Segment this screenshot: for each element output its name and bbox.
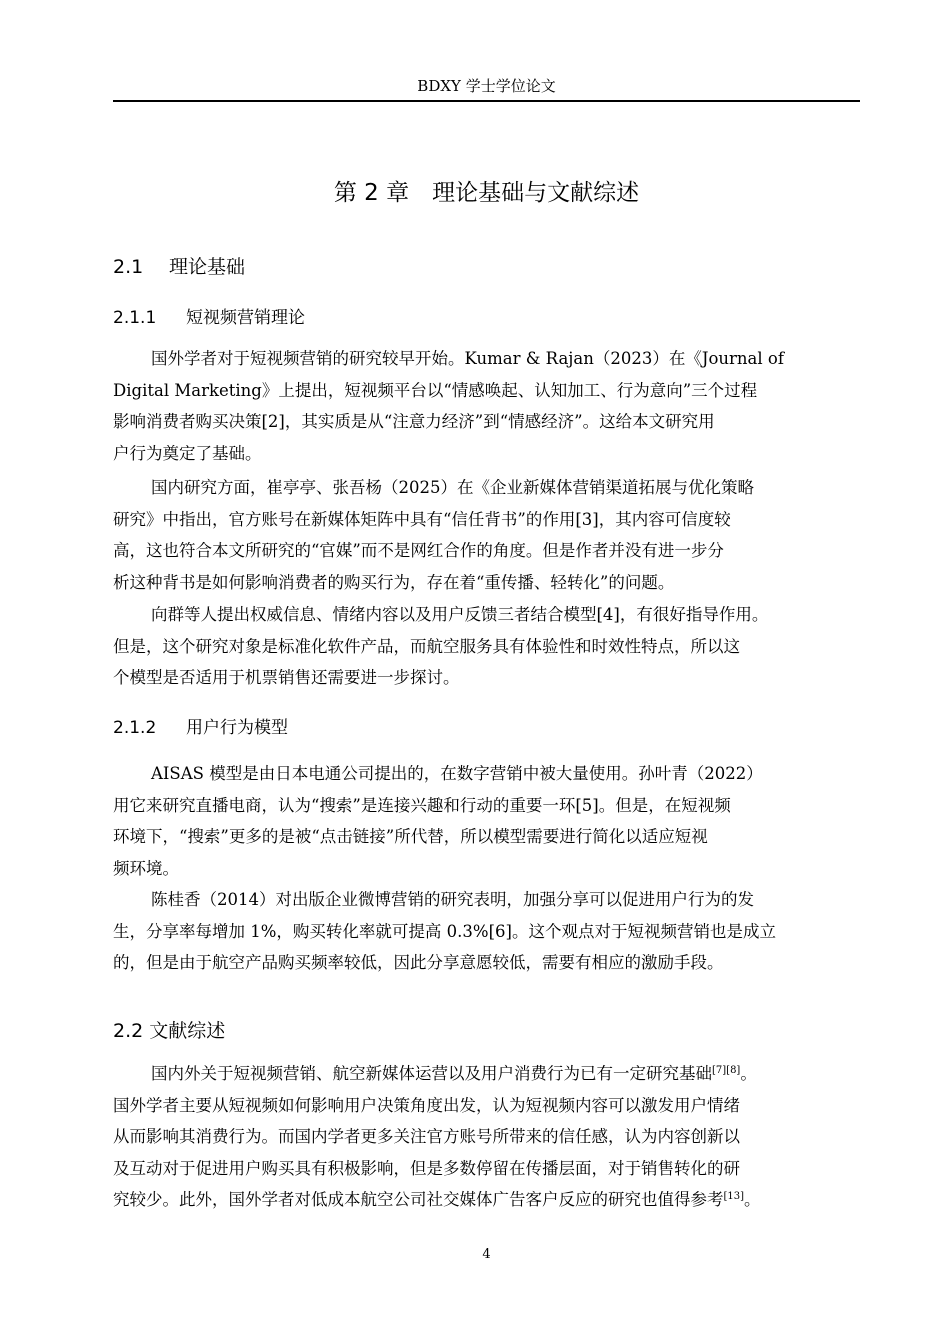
paragraph-3	[113, 599, 860, 694]
text-line: 生，分享率每增加 1%，购买转化率就可提高 0.3%[6]。这个观点对于短视频营销也是成立	[113, 921, 776, 941]
text-line: 的，但是由于航空产品购买频率较低，因此分享意愿较低，需要有相应的激励手段。	[113, 953, 724, 972]
text-line: 向群等人提出权威信息、情绪内容以及用户反馈三者结合模型[4]，有很好指导作用。	[151, 605, 769, 624]
text-line: 但是，这个研究对象是标准化软件产品，而航空服务具有体验性和时效性特点，所以这	[113, 636, 740, 656]
text-line: 用它来研究直播电商，认为“搜索”是连接兴趣和行动的重要一环[5]。但是，在短视频	[113, 795, 731, 815]
subsection-title: 用户行为模型	[186, 718, 288, 738]
text-line: Digital Marketing》上提出，短视频平台以“情感唤起、认知加工、行为意向”三个过程	[113, 380, 758, 400]
text-line: AISAS 模型是由日本电通公司提出的，在数字营销中被大量使用。孙叶青（2022）	[151, 764, 763, 783]
subsection-heading-2-1-1	[113, 305, 305, 331]
paragraph-4	[113, 758, 860, 884]
citation-superscript: [7][8]	[712, 1065, 741, 1076]
text-line	[113, 1184, 860, 1216]
text-line: 户行为奠定了基础。	[113, 443, 262, 463]
header-rule	[113, 100, 860, 102]
text-line: 高，这也符合本文所研究的“官媒”而不是网红合作的角度。但是作者并没有进一步分	[113, 541, 724, 560]
paragraph-2	[113, 472, 860, 598]
text-line: 研究》中指出，官方账号在新媒体矩阵中具有“信任背书”的作用[3]，其内容可信度较	[113, 509, 731, 529]
text-run: 。	[740, 1064, 757, 1083]
text-line: 频环境。	[113, 858, 179, 878]
text-line: 从而影响其消费行为。而国内学者更多关注官方账号所带来的信任感，认为内容创新以	[113, 1127, 740, 1146]
text-line: 国外学者对于短视频营销的研究较早开始。Kumar & Rajan（2023）在《Journal of	[151, 349, 784, 368]
section-title: 理论基础	[169, 256, 246, 278]
section-heading-2-2: 2.2 文献综述	[113, 1020, 226, 1042]
text-line: 环境下，“搜索”更多的是被“点击链接”所代替，所以模型需要进行简化以适应短视	[113, 827, 708, 846]
paragraph-5	[113, 884, 860, 979]
text-line: 析这种背书是如何影响消费者的购买行为，存在着“重传播、轻转化”的问题。	[113, 572, 675, 592]
page-header: BDXY 学士学位论文	[417, 77, 556, 95]
text-line: 国内研究方面，崔亭亭、张吾杨（2025）在《企业新媒体营销渠道拓展与优化策略	[151, 478, 754, 497]
text-line: 个模型是否适用于机票销售还需要进一步探讨。	[113, 668, 460, 687]
subsection-number: 2.1.2	[113, 718, 157, 738]
section-heading-2-1	[113, 253, 245, 281]
text-run: 国内外关于短视频营销、航空新媒体运营以及用户消费行为已有一定研究基础	[151, 1064, 712, 1083]
subsection-number: 2.1.1	[113, 308, 157, 328]
text-line: 陈桂香（2014）对出版企业微博营销的研究表明，加强分享可以促进用户行为的发	[151, 890, 754, 909]
text-line: 及互动对于促进用户购买具有积极影响，但是多数停留在传播层面，对于销售转化的研	[113, 1158, 740, 1178]
paragraph-6	[113, 1058, 860, 1216]
page-number: 4	[482, 1247, 491, 1262]
text-run: 。	[744, 1190, 761, 1209]
section-number: 2.1	[113, 256, 144, 278]
text-line	[113, 1058, 860, 1090]
citation-superscript: [13]	[723, 1191, 745, 1202]
text-line: 国外学者主要从短视频如何影响用户决策角度出发，认为短视频内容可以激发用户情绪	[113, 1095, 740, 1115]
chapter-title: 第 2 章 理论基础与文献综述	[333, 180, 640, 206]
paragraph-1	[113, 343, 860, 469]
subsection-heading-2-1-2	[113, 715, 288, 741]
text-line: 影响消费者购买决策[2]，其实质是从“注意力经济”到“情感经济”。这给本文研究用	[113, 412, 715, 431]
subsection-title: 短视频营销理论	[186, 308, 305, 328]
text-run: 究较少。此外，国外学者对低成本航空公司社交媒体广告客户反应的研究也值得参考	[113, 1190, 724, 1209]
